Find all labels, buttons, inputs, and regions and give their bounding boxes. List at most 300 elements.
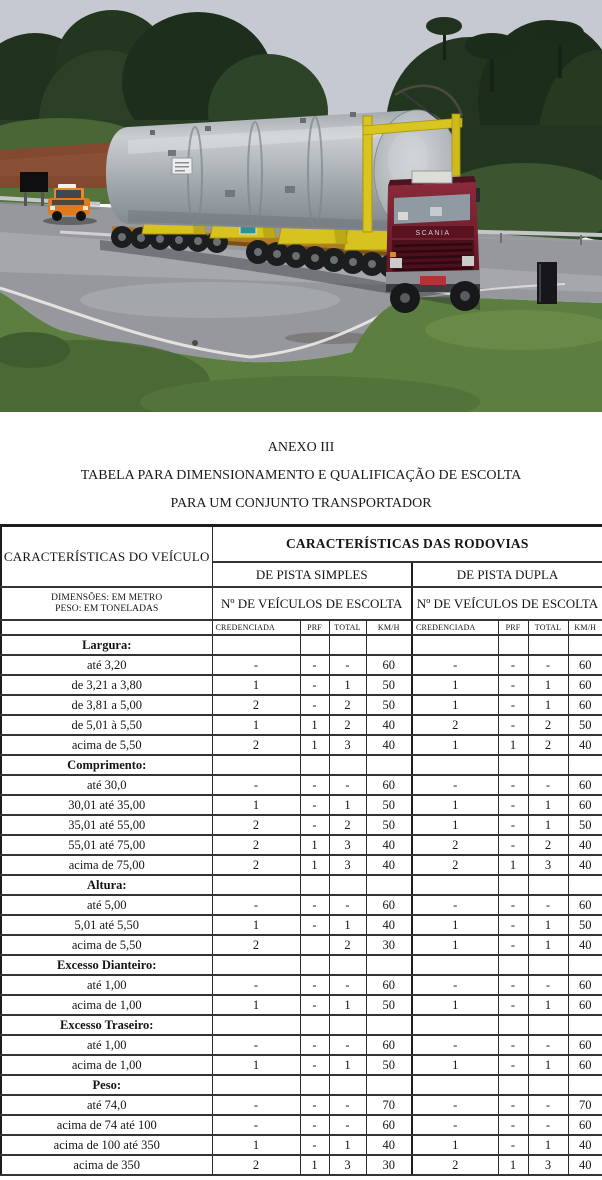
value-cell: - xyxy=(498,995,528,1015)
value-cell: - xyxy=(498,935,528,955)
row-label: 55,01 até 75,00 xyxy=(1,835,212,855)
vehicle-characteristics-header: CARACTERÍSTICAS DO VEÍCULO xyxy=(1,526,212,588)
value-cell: 60 xyxy=(568,1035,602,1055)
empty-cell xyxy=(329,755,366,775)
value-cell: - xyxy=(300,1135,329,1155)
empty-cell xyxy=(498,755,528,775)
empty-cell xyxy=(300,955,329,975)
row-label: acima de 100 até 350 xyxy=(1,1135,212,1155)
empty-cell xyxy=(300,635,329,655)
col-header-credenciada-dupla: CREDENCIADA xyxy=(412,620,498,635)
value-cell: 3 xyxy=(329,735,366,755)
value-cell: 1 xyxy=(412,935,498,955)
data-row xyxy=(1,795,602,815)
empty-cell xyxy=(412,755,498,775)
empty-cell xyxy=(412,875,498,895)
col-header-kmh-simples: KM/H xyxy=(366,620,412,635)
value-cell: 60 xyxy=(568,655,602,675)
row-label: acima de 74 até 100 xyxy=(1,1115,212,1135)
value-cell: - xyxy=(300,655,329,675)
dimensions-note-line1: DIMENSÕES: EM METRO xyxy=(51,592,163,603)
value-cell: 40 xyxy=(568,735,602,755)
dimensions-note-line2: PESO: EM TONELADAS xyxy=(55,603,159,614)
value-cell: - xyxy=(498,795,528,815)
value-cell: 1 xyxy=(329,675,366,695)
value-cell: 1 xyxy=(528,915,568,935)
value-cell: 1 xyxy=(528,675,568,695)
value-cell: 2 xyxy=(329,935,366,955)
value-cell: - xyxy=(528,1095,568,1115)
row-label: acima de 1,00 xyxy=(1,995,212,1015)
empty-cell xyxy=(366,635,412,655)
value-cell: 60 xyxy=(568,895,602,915)
data-row xyxy=(1,1155,602,1175)
empty-cell xyxy=(568,755,602,775)
empty-cell xyxy=(366,875,412,895)
value-cell: 2 xyxy=(329,715,366,735)
value-cell: 1 xyxy=(498,735,528,755)
value-cell: 60 xyxy=(366,1035,412,1055)
value-cell: 1 xyxy=(212,675,300,695)
value-cell: 40 xyxy=(366,855,412,875)
annex-title: ANEXO III xyxy=(267,440,335,455)
value-cell: 60 xyxy=(366,895,412,915)
photo-oversize-transport xyxy=(0,0,602,412)
doc-title-line2: PARA UM CONJUNTO TRANSPORTADOR xyxy=(170,496,432,511)
value-cell: - xyxy=(300,975,329,995)
empty-cell xyxy=(498,1015,528,1035)
value-cell: 60 xyxy=(568,1055,602,1075)
value-cell: - xyxy=(300,995,329,1015)
value-cell: 2 xyxy=(412,855,498,875)
empty-cell xyxy=(412,955,498,975)
row-label: até 74,0 xyxy=(1,1095,212,1115)
value-cell: 50 xyxy=(366,815,412,835)
data-row xyxy=(1,915,602,935)
value-cell: 3 xyxy=(528,855,568,875)
value-cell: 1 xyxy=(412,695,498,715)
empty-cell xyxy=(329,875,366,895)
row-label: acima de 75,00 xyxy=(1,855,212,875)
value-cell: 1 xyxy=(498,855,528,875)
value-cell: 1 xyxy=(412,1055,498,1075)
value-cell: 60 xyxy=(366,1115,412,1135)
value-cell xyxy=(300,935,329,955)
value-cell: 1 xyxy=(412,815,498,835)
value-cell: - xyxy=(300,1055,329,1075)
row-label: 5,01 até 5,50 xyxy=(1,915,212,935)
empty-cell xyxy=(528,1075,568,1095)
value-cell: - xyxy=(498,675,528,695)
col-header-prf-dupla: PRF xyxy=(498,620,528,635)
value-cell: - xyxy=(300,1095,329,1115)
col-header-credenciada-simples: CREDENCIADA xyxy=(212,620,300,635)
value-cell: 3 xyxy=(528,1155,568,1175)
section-row xyxy=(1,955,602,975)
empty-cell xyxy=(329,1015,366,1035)
col-header-total-dupla: TOTAL xyxy=(528,620,568,635)
value-cell: 60 xyxy=(366,975,412,995)
value-cell: 2 xyxy=(212,695,300,715)
value-cell: 70 xyxy=(568,1095,602,1115)
empty-cell xyxy=(498,875,528,895)
value-cell: 1 xyxy=(212,1055,300,1075)
data-row xyxy=(1,1035,602,1055)
truck-brand-text: SCANIA xyxy=(415,230,451,237)
value-cell: - xyxy=(329,1095,366,1115)
data-row xyxy=(1,1095,602,1115)
value-cell: 60 xyxy=(366,655,412,675)
value-cell: - xyxy=(329,895,366,915)
empty-cell xyxy=(568,875,602,895)
value-cell: 1 xyxy=(329,1135,366,1155)
value-cell: 3 xyxy=(329,1155,366,1175)
section-label: Excesso Traseiro: xyxy=(1,1015,212,1035)
value-cell: - xyxy=(412,1115,498,1135)
data-row xyxy=(1,695,602,715)
value-cell: - xyxy=(498,1055,528,1075)
value-cell: 1 xyxy=(528,1055,568,1075)
value-cell: 60 xyxy=(568,1115,602,1135)
empty-cell xyxy=(212,1015,300,1035)
value-cell: 50 xyxy=(568,715,602,735)
row-label: de 5,01 à 5,50 xyxy=(1,715,212,735)
value-cell: 40 xyxy=(568,1155,602,1175)
value-cell: 60 xyxy=(568,695,602,715)
row-label: acima de 5,50 xyxy=(1,735,212,755)
value-cell: - xyxy=(412,975,498,995)
value-cell: 1 xyxy=(412,735,498,755)
truck-cab xyxy=(386,171,480,313)
value-cell: 40 xyxy=(366,1135,412,1155)
value-cell: - xyxy=(498,1035,528,1055)
empty-cell xyxy=(528,875,568,895)
section-label: Comprimento: xyxy=(1,755,212,775)
value-cell: 2 xyxy=(329,815,366,835)
data-row xyxy=(1,975,602,995)
empty-cell xyxy=(528,955,568,975)
value-cell: - xyxy=(498,895,528,915)
value-cell: 70 xyxy=(366,1095,412,1115)
value-cell: 1 xyxy=(212,1135,300,1155)
empty-cell xyxy=(568,955,602,975)
value-cell: 40 xyxy=(366,915,412,935)
value-cell: 2 xyxy=(528,735,568,755)
row-label: 30,01 até 35,00 xyxy=(1,795,212,815)
data-row xyxy=(1,735,602,755)
row-label: até 3,20 xyxy=(1,655,212,675)
value-cell: - xyxy=(329,655,366,675)
value-cell: - xyxy=(498,1115,528,1135)
value-cell: 1 xyxy=(528,795,568,815)
value-cell: 50 xyxy=(366,675,412,695)
value-cell: - xyxy=(498,655,528,675)
row-label: acima de 350 xyxy=(1,1155,212,1175)
value-cell: - xyxy=(412,1095,498,1115)
value-cell: 60 xyxy=(568,975,602,995)
value-cell: - xyxy=(212,895,300,915)
section-row xyxy=(1,635,602,655)
col-header-prf-simples: PRF xyxy=(300,620,329,635)
empty-cell xyxy=(300,755,329,775)
value-cell: 1 xyxy=(300,835,329,855)
data-row xyxy=(1,1135,602,1155)
value-cell: 2 xyxy=(329,695,366,715)
row-label: de 3,21 a 3,80 xyxy=(1,675,212,695)
empty-cell xyxy=(498,955,528,975)
section-label: Largura: xyxy=(1,635,212,655)
section-row xyxy=(1,1015,602,1035)
value-cell: 60 xyxy=(568,775,602,795)
value-cell: 2 xyxy=(412,715,498,735)
empty-cell xyxy=(300,1075,329,1095)
value-cell: - xyxy=(212,655,300,675)
roads-characteristics-header: CARACTERÍSTICAS DAS RODOVIAS xyxy=(212,526,602,563)
value-cell: 40 xyxy=(568,835,602,855)
value-cell: - xyxy=(528,1115,568,1135)
value-cell: - xyxy=(329,1035,366,1055)
row-label: 35,01 até 55,00 xyxy=(1,815,212,835)
value-cell: 50 xyxy=(366,1055,412,1075)
value-cell: 2 xyxy=(412,835,498,855)
data-row xyxy=(1,1055,602,1075)
value-cell: 30 xyxy=(366,1155,412,1175)
value-cell: 1 xyxy=(212,995,300,1015)
value-cell: 1 xyxy=(300,715,329,735)
col-header-kmh-dupla: KM/H xyxy=(568,620,602,635)
row-label: até 1,00 xyxy=(1,975,212,995)
dual-lane-escort-subheader: Nº DE VEÍCULOS DE ESCOLTA xyxy=(412,587,602,620)
value-cell: - xyxy=(412,1035,498,1055)
doc-title-line1: TABELA PARA DIMENSIONAMENTO E QUALIFICAÇÃO DE ESCOLTA xyxy=(80,468,522,483)
value-cell: - xyxy=(212,1035,300,1055)
value-cell: 30 xyxy=(366,935,412,955)
row-label: de 3,81 a 5,00 xyxy=(1,695,212,715)
data-row xyxy=(1,1115,602,1135)
value-cell: 40 xyxy=(366,835,412,855)
roof-sign xyxy=(412,171,452,183)
section-row xyxy=(1,1075,602,1095)
empty-cell xyxy=(212,635,300,655)
value-cell: 2 xyxy=(212,835,300,855)
value-cell: 50 xyxy=(366,995,412,1015)
value-cell: - xyxy=(412,775,498,795)
value-cell: 60 xyxy=(366,775,412,795)
value-cell: 1 xyxy=(212,915,300,935)
empty-cell xyxy=(366,755,412,775)
section-row xyxy=(1,755,602,775)
value-cell: - xyxy=(528,895,568,915)
empty-cell xyxy=(212,955,300,975)
value-cell: - xyxy=(329,975,366,995)
value-cell: - xyxy=(498,1135,528,1155)
value-cell: 2 xyxy=(528,715,568,735)
value-cell: 1 xyxy=(329,1055,366,1075)
value-cell: - xyxy=(300,695,329,715)
value-cell: 2 xyxy=(212,935,300,955)
empty-cell xyxy=(498,1075,528,1095)
value-cell: 3 xyxy=(329,835,366,855)
value-cell: - xyxy=(498,835,528,855)
value-cell: 40 xyxy=(366,735,412,755)
section-label: Peso: xyxy=(1,1075,212,1095)
value-cell: 2 xyxy=(212,815,300,835)
value-cell: 1 xyxy=(528,695,568,715)
value-cell: 50 xyxy=(366,695,412,715)
value-cell: 50 xyxy=(568,815,602,835)
value-cell: 1 xyxy=(412,675,498,695)
value-cell: - xyxy=(300,895,329,915)
value-cell: 1 xyxy=(412,795,498,815)
dual-lane-group-header: DE PISTA DUPLA xyxy=(412,562,602,587)
empty-corner-cell xyxy=(1,620,212,635)
value-cell: 60 xyxy=(568,675,602,695)
data-row xyxy=(1,855,602,875)
value-cell: - xyxy=(528,655,568,675)
value-cell: - xyxy=(300,1035,329,1055)
section-row xyxy=(1,875,602,895)
empty-cell xyxy=(366,955,412,975)
value-cell: - xyxy=(498,975,528,995)
row-label: até 1,00 xyxy=(1,1035,212,1055)
empty-cell xyxy=(300,875,329,895)
value-cell: 40 xyxy=(366,715,412,735)
value-cell: - xyxy=(212,775,300,795)
value-cell: - xyxy=(300,1115,329,1135)
value-cell: 1 xyxy=(212,715,300,735)
table-body xyxy=(1,635,602,1175)
value-cell: 1 xyxy=(528,1135,568,1155)
data-row xyxy=(1,935,602,955)
value-cell: 1 xyxy=(412,915,498,935)
escort-sizing-table xyxy=(0,524,602,1176)
value-cell: 1 xyxy=(300,735,329,755)
value-cell: 1 xyxy=(528,995,568,1015)
empty-cell xyxy=(329,955,366,975)
value-cell: 40 xyxy=(568,935,602,955)
value-cell: 1 xyxy=(528,935,568,955)
section-label: Excesso Dianteiro: xyxy=(1,955,212,975)
data-row xyxy=(1,995,602,1015)
empty-cell xyxy=(412,1015,498,1035)
empty-cell xyxy=(329,635,366,655)
single-lane-escort-subheader: Nº DE VEÍCULOS DE ESCOLTA xyxy=(212,587,412,620)
empty-cell xyxy=(528,755,568,775)
value-cell: - xyxy=(412,895,498,915)
value-cell: - xyxy=(528,775,568,795)
value-cell: 60 xyxy=(568,995,602,1015)
value-cell: - xyxy=(212,975,300,995)
empty-cell xyxy=(212,1075,300,1095)
empty-cell xyxy=(212,875,300,895)
section-label: Altura: xyxy=(1,875,212,895)
value-cell: 2 xyxy=(212,735,300,755)
value-cell: - xyxy=(300,795,329,815)
data-row xyxy=(1,775,602,795)
value-cell: 60 xyxy=(568,795,602,815)
value-cell: 1 xyxy=(329,915,366,935)
value-cell: - xyxy=(498,715,528,735)
value-cell: 2 xyxy=(212,1155,300,1175)
tank-label-plate xyxy=(172,158,192,174)
value-cell: - xyxy=(498,775,528,795)
data-row xyxy=(1,655,602,675)
data-row xyxy=(1,815,602,835)
data-row xyxy=(1,715,602,735)
value-cell: - xyxy=(300,815,329,835)
value-cell: - xyxy=(412,655,498,675)
empty-cell xyxy=(568,635,602,655)
value-cell: 1 xyxy=(300,855,329,875)
empty-cell xyxy=(528,635,568,655)
empty-cell xyxy=(568,1075,602,1095)
value-cell: 1 xyxy=(412,1135,498,1155)
row-label: até 30,0 xyxy=(1,775,212,795)
empty-cell xyxy=(329,1075,366,1095)
data-row xyxy=(1,895,602,915)
value-cell: 2 xyxy=(212,855,300,875)
data-row xyxy=(1,675,602,695)
empty-cell xyxy=(498,635,528,655)
value-cell: - xyxy=(212,1115,300,1135)
value-cell: - xyxy=(498,695,528,715)
data-row xyxy=(1,835,602,855)
dimensions-units-note xyxy=(1,587,212,620)
empty-cell xyxy=(568,1015,602,1035)
value-cell: 1 xyxy=(412,995,498,1015)
value-cell: 50 xyxy=(366,795,412,815)
value-cell: 50 xyxy=(568,915,602,935)
row-label: acima de 1,00 xyxy=(1,1055,212,1075)
value-cell: - xyxy=(329,1115,366,1135)
value-cell: - xyxy=(528,1035,568,1055)
value-cell: 40 xyxy=(568,855,602,875)
value-cell: - xyxy=(498,815,528,835)
value-cell: - xyxy=(300,775,329,795)
value-cell: - xyxy=(528,975,568,995)
value-cell: 1 xyxy=(212,795,300,815)
empty-cell xyxy=(412,1075,498,1095)
empty-cell xyxy=(212,755,300,775)
value-cell: 1 xyxy=(300,1155,329,1175)
value-cell: 40 xyxy=(568,1135,602,1155)
row-label: até 5,00 xyxy=(1,895,212,915)
value-cell: - xyxy=(498,1095,528,1115)
value-cell: 1 xyxy=(329,995,366,1015)
single-lane-group-header: DE PISTA SIMPLES xyxy=(212,562,412,587)
value-cell: 1 xyxy=(329,795,366,815)
value-cell: - xyxy=(329,775,366,795)
license-plate xyxy=(420,276,446,285)
empty-cell xyxy=(300,1015,329,1035)
empty-cell xyxy=(528,1015,568,1035)
empty-cell xyxy=(366,1075,412,1095)
row-label: acima de 5,50 xyxy=(1,935,212,955)
value-cell: 2 xyxy=(412,1155,498,1175)
value-cell: 1 xyxy=(528,815,568,835)
empty-cell xyxy=(412,635,498,655)
value-cell: 1 xyxy=(498,1155,528,1175)
value-cell: - xyxy=(300,915,329,935)
value-cell: - xyxy=(498,915,528,935)
value-cell: - xyxy=(300,675,329,695)
value-cell: 3 xyxy=(329,855,366,875)
title-block xyxy=(0,412,602,524)
marker-post-highlight xyxy=(539,264,541,302)
value-cell: 2 xyxy=(528,835,568,855)
empty-cell xyxy=(366,1015,412,1035)
col-header-total-simples: TOTAL xyxy=(329,620,366,635)
